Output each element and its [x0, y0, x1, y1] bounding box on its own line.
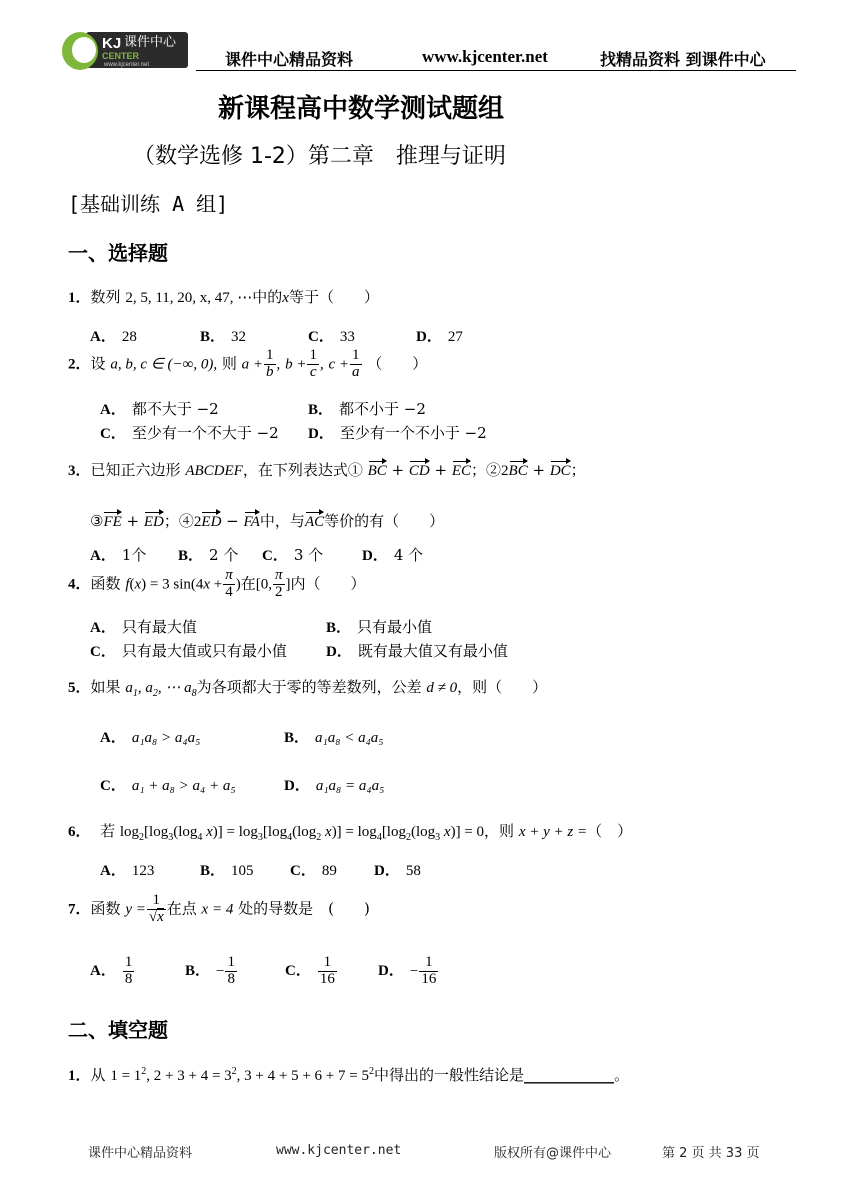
option-b[interactable]: B． 都不小于 −2 [308, 400, 426, 418]
logo-center: CENTER [102, 51, 140, 61]
question-text: 处的导数是 ( ) [238, 899, 370, 918]
question-text: 中的 [252, 288, 283, 306]
question-number: 1． [68, 1068, 91, 1084]
vector: CD [409, 459, 430, 480]
option-d[interactable]: D． − $\frac{1}{16}$ [378, 954, 437, 987]
question-5 [68, 676, 547, 699]
question-text: ③ [90, 512, 104, 530]
question-text: ，则 [484, 822, 515, 840]
vector: FE [103, 510, 121, 531]
footer-page-number: 第 2 页 共 33 页 [662, 1146, 760, 1161]
question-text: 设 [90, 354, 106, 373]
option-a[interactable]: A． a₁a₈ > a₄a₅ [100, 730, 201, 746]
question-number: 6． [68, 824, 91, 840]
question-text: 在点 [166, 899, 197, 918]
math-frac: $\frac{1}{c}$ [309, 347, 317, 380]
math-expr: x + y + z = [518, 824, 588, 840]
option-a[interactable]: A． 28 [90, 329, 137, 345]
vector: BC [509, 459, 528, 480]
logo [58, 26, 188, 72]
answer-paren: （ ） [587, 822, 633, 840]
math-frac: $\frac{1}{a}$ [352, 347, 360, 380]
question-text: ； [570, 461, 586, 479]
footer-url[interactable]: www.kjcenter.net [276, 1143, 402, 1158]
question-text: ；④ [163, 512, 194, 530]
math-sequence: $a_1$, $a_2$, ⋯ $a_8$ [125, 680, 197, 699]
answer-blank[interactable]: ____________ [524, 1066, 614, 1084]
question-3: 3．已知正六边形 ABCDEF，在下列表达式① BC + CD + EC；②2BC + DC； [68, 461, 586, 479]
math-equation: $\log_2[\log_3(\log_4$ $x)] = \log_3[\log_4(\log_2$ $x)] = \log_4[\log_2(\log_3$ x)] = 0 [119, 824, 485, 843]
header-rule [196, 70, 796, 71]
logo-text: 课件中心 [124, 35, 177, 50]
fill-question-1 [68, 1064, 629, 1085]
math-frac: $\frac{\pi}{4}$ [225, 567, 233, 600]
math-frac: $\frac{1}{b}$ [266, 347, 274, 380]
vector: BC [368, 459, 387, 480]
question-text: 函数 [90, 899, 121, 918]
question-text: 如果 [90, 678, 121, 696]
vector: AC [305, 510, 324, 531]
option-d[interactable]: D． a₁a₈ = a₄a₅ [284, 778, 385, 794]
option-d[interactable]: D． 既有最大值又有最小值 [326, 642, 508, 660]
option-b[interactable]: B． a₁a₈ < a₄a₅ [284, 730, 384, 746]
question-text: ，在下列表达式① [242, 461, 363, 479]
math-expr: a + [241, 356, 264, 373]
math-expr: f [125, 576, 130, 593]
option-c[interactable]: C． 至少有一个不大于 −2 [100, 424, 279, 442]
question-text: 已知正六边形 [90, 461, 181, 479]
question-2: 2．设 a, b, c ∈ (−∞, 0), 则 a + $\frac{1}{b}$ , b + $\frac{1}{c}$ , c + $\frac{1}{a}$ （ ） [68, 347, 428, 380]
question-text: 等于（ ） [288, 288, 379, 306]
question-text: 若 [100, 822, 116, 840]
option-c[interactable]: C． 89 [290, 863, 337, 879]
question-text: 则 [221, 354, 237, 373]
answer-paren: （ ） [367, 354, 428, 373]
math-frac: $\frac{\pi}{2}$ [275, 567, 283, 600]
page-title: 新课程高中数学测试题组 [218, 94, 505, 124]
math-equation: $1 = 1^2$, $2 + 3 + 4 = 3^2$, $3 + 4 + 5 + 6 + 7 = 5^2$ [110, 1066, 374, 1084]
question-number: 5． [68, 680, 91, 696]
question-text: 中得出的一般性结论是 [373, 1066, 524, 1084]
option-c[interactable]: C． 3 个 [262, 546, 324, 564]
logo-icon [58, 26, 188, 72]
header-right-text: 找精品资料 到课件中心 [600, 50, 766, 69]
math-expr: y = [125, 901, 146, 918]
math-condition: a, b, c ∈ (−∞, 0), [110, 356, 218, 373]
question-6 [68, 820, 632, 843]
option-d[interactable]: D． 58 [374, 863, 421, 879]
option-b[interactable]: B． 105 [200, 863, 254, 879]
question-3-line2: ③FE + ED；④2ED − FA中，与AC等价的有（ ） [90, 512, 445, 530]
option-d[interactable]: D． 27 [416, 329, 463, 345]
option-a[interactable]: A． 123 [100, 863, 155, 879]
question-number: 2． [68, 356, 91, 373]
math-condition: d ≠ 0 [426, 680, 458, 696]
option-a[interactable]: A． 1个 [90, 546, 147, 564]
question-text: 数列 [90, 288, 121, 306]
option-c[interactable]: C． a₁ + a₈ > a₄ + a₅ [100, 778, 236, 794]
question-4: 4．函数 f(x) = 3 sin(4x + $\frac{\pi}{4}$ )在[0, $\frac{\pi}{2}$ ]内（ ） [68, 567, 366, 600]
question-text: 函数 [90, 574, 121, 593]
option-b[interactable]: B． 2 个 [178, 546, 239, 564]
header-url[interactable]: www.kjcenter.net [422, 47, 548, 66]
option-a[interactable]: A． 都不大于 −2 [100, 400, 219, 418]
math-expr: x = 4 [201, 901, 234, 918]
question-7 [68, 893, 370, 926]
vector: EC [452, 459, 471, 480]
question-number: 3． [68, 463, 91, 479]
question-number: 7． [68, 901, 91, 918]
question-number: 1． [68, 290, 91, 306]
option-b[interactable]: B． − $\frac{1}{8}$ [185, 954, 235, 987]
option-a[interactable]: A． $\frac{1}{8}$ [90, 954, 133, 987]
header-left-text: 课件中心精品资料 [225, 50, 354, 69]
option-c[interactable]: C． 只有最大值或只有最小值 [90, 642, 287, 660]
math-var: ABCDEF [185, 463, 243, 479]
question-text: 。 [614, 1066, 630, 1084]
section-heading-choice: 一、选择题 [68, 241, 168, 265]
option-c[interactable]: C． 33 [308, 329, 355, 345]
question-text: 等价的有（ ） [324, 512, 445, 530]
option-c[interactable]: C． $\frac{1}{16}$ [285, 954, 335, 987]
vector: ED [201, 510, 221, 531]
option-a[interactable]: A． 只有最大值 [90, 618, 197, 636]
question-number: 4． [68, 576, 91, 593]
question-text: 为各项都大于零的等差数列，公差 [196, 678, 422, 696]
vector: FA [244, 510, 260, 531]
footer-copyright: 版权所有@课件中心 [494, 1146, 612, 1161]
question-text: 内（ ） [290, 574, 366, 593]
footer-left-text: 课件中心精品资料 [88, 1146, 193, 1161]
vector: DC [550, 459, 571, 480]
logo-kj: KJ [102, 35, 122, 52]
math-var: x [282, 290, 289, 306]
logo-url: www.kjcenter.net [104, 62, 150, 68]
math-frac: $\frac{1}{√x}$ [148, 892, 164, 925]
question-text: 中，与 [259, 512, 305, 530]
page-subtitle: （数学选修 1-2）第二章 推理与证明 [133, 144, 506, 169]
math-sequence: 2, 5, 11, 20, x, 47, ⋯ [125, 290, 253, 306]
option-d[interactable]: D． 4 个 [362, 546, 424, 564]
question-text: 从 [90, 1066, 106, 1084]
group-label: [基础训练 A 组] [68, 192, 229, 216]
option-b[interactable]: B． 32 [200, 329, 247, 345]
question-1 [68, 286, 379, 307]
option-b[interactable]: B． 只有最小值 [326, 618, 433, 636]
vector: ED [144, 510, 164, 531]
section-heading-fill: 二、填空题 [68, 1018, 168, 1042]
question-text: ；② [471, 461, 502, 479]
option-d[interactable]: D． 至少有一个不小于 −2 [308, 424, 487, 442]
question-text: ，则（ ） [457, 678, 548, 696]
